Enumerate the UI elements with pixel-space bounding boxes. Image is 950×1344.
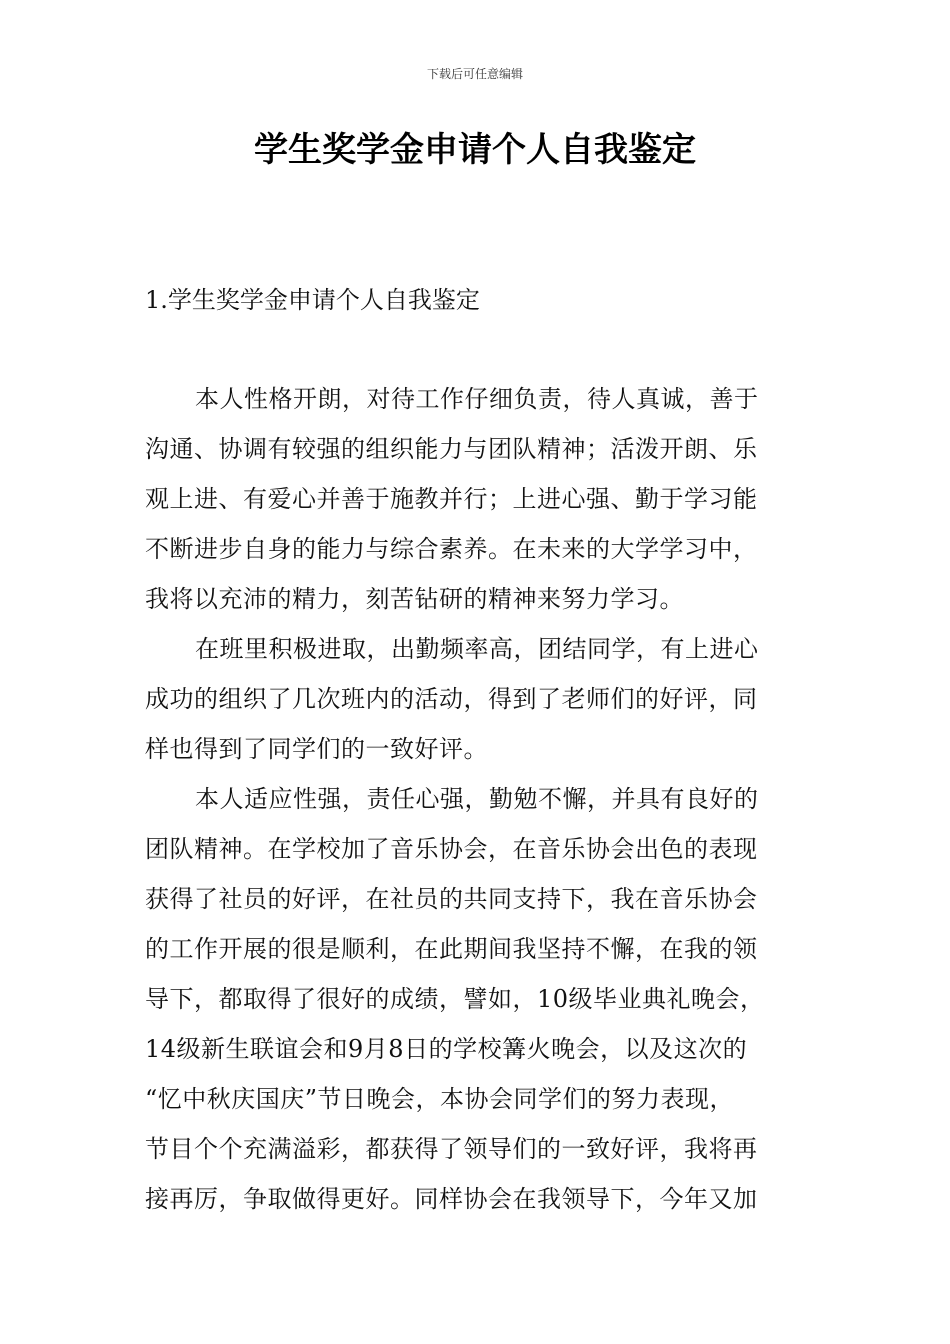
- paragraph-line: “忆中秋庆国庆”节日晚会，本协会同学们的努力表现，: [145, 1085, 735, 1113]
- section-heading: 1.学生奖学金申请个人自我鉴定: [145, 286, 480, 314]
- paragraph-line: 接再厉，争取做得更好。同样协会在我领导下，今年又加: [145, 1185, 758, 1213]
- paragraph-line: 在班里积极进取，出勤频率高，团结同学，有上进心: [195, 635, 759, 663]
- paragraph-line: 导下，都取得了很好的成绩，譬如，10级毕业典礼晚会，: [145, 985, 765, 1013]
- paragraph-line: 本人性格开朗，对待工作仔细负责，待人真诚，善于: [195, 385, 759, 413]
- body-text: [145, 374, 835, 1224]
- paragraph-line: 样也得到了同学们的一致好评。: [145, 735, 488, 763]
- paragraph-line: 获得了社员的好评，在社员的共同支持下，我在音乐协会: [145, 885, 758, 913]
- paragraph-line: 不断进步自身的能力与综合素养。在未来的大学学习中，: [145, 535, 758, 563]
- paragraph-line: 沟通、协调有较强的组织能力与团队精神；活泼开朗、乐: [145, 435, 758, 463]
- paragraph-line: 14级新生联谊会和9月8日的学校篝火晚会，以及这次的: [145, 1035, 748, 1063]
- paragraph-line: 观上进、有爱心并善于施教并行；上进心强、勤于学习能: [145, 485, 758, 513]
- paragraph-line: 的工作开展的很是顺利，在此期间我坚持不懈，在我的领: [145, 935, 758, 963]
- paragraph-line: 团队精神。在学校加了音乐协会，在音乐协会出色的表现: [145, 835, 758, 863]
- paragraph-line: 我将以充沛的精力，刻苦钻研的精神来努力学习。: [145, 585, 684, 613]
- paragraph-line: 成功的组织了几次班内的活动，得到了老师们的好评，同: [145, 685, 758, 713]
- paragraph-line: 本人适应性强，责任心强，勤勉不懈，并具有良好的: [195, 785, 759, 813]
- paragraph-line: 节目个个充满溢彩，都获得了领导们的一致好评，我将再: [145, 1135, 758, 1163]
- header-note: 下载后可任意编辑: [426, 67, 523, 81]
- document-title: 学生奖学金申请个人自我鉴定: [254, 130, 696, 170]
